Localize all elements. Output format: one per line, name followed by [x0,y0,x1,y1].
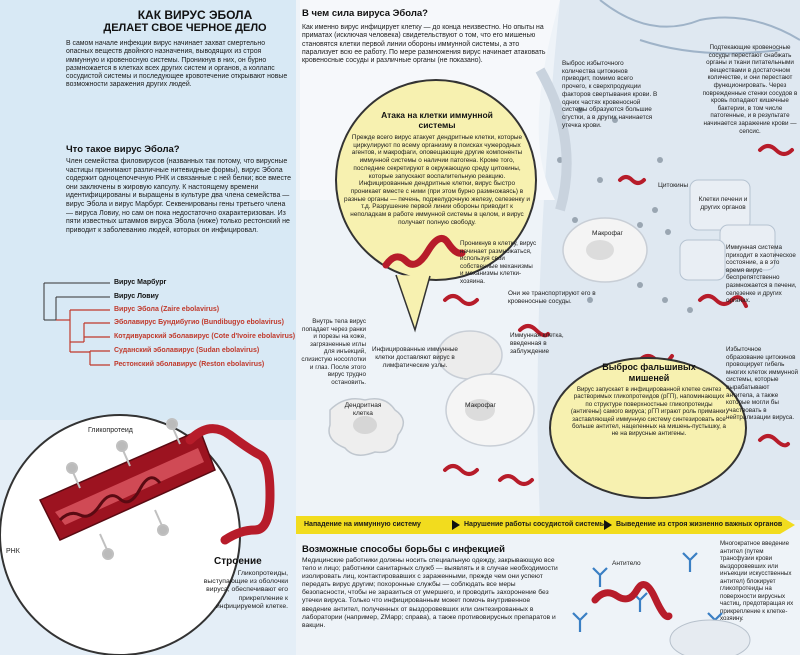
what-text: Член семейства филовирусов (названных так потому, что вирусные частицы принимают различные нитевидные формы), вирус Эбола содержит одноцепочечную РНК и связанные с ней белки; все вместе они заключены в жировую капсулу. К настоящему времени идентифицированы и выращены в культуре два члена семейства — вирус Эбола и вирус Марбург. Секвенированы гены третьего члена — вируса Ловиу, но сам он пока недостаточно охарактеризован. Из пяти известных штаммов вируса Эбола (ниже) только рестонский не приводит к заболеванию людей, которых он инфицировал. [66,158,292,234]
macrophage-label: Макрофаг [465,402,496,409]
decoy-heading: Выброс фальшивых мишеней [602,362,696,383]
transfusion-text: Многократное введение антител (путем трансфузии крови выздоровевших или инъекции искусственных антител) блокирует гликопротеиды на поверхности вирусных частиц, предотвращая их прикрепление к клетке-хозяину. [720,540,794,622]
cytokine-release-text: Выброс избыточного количества цитокинов приводит, помимо всего прочего, к сверхпродукции факторов свертывания крови. В одних частях кровеносной системы образуются большие сгустки, а в других начинается утечка крови. [562,60,658,129]
tree-label-zaire: Вирус Эбола (Zaire ebolavirus) [114,306,220,313]
tree-label-marburg: Вирус Марбург [114,279,167,286]
stage3-label: Выведение из строя жизненно важных органов [616,521,783,528]
main-title-line1: КАК ВИРУС ЭБОЛА [137,8,253,22]
antibody-death-text: Избыточное образование цитокинов провоцирует гибель многих клеток иммунной системы, которые вырабатывают антитела, а также которые могли бы участвовать в нейтрализации вируса. [726,346,799,422]
infected-note: Инфицированные иммунные клетки доставляют вирус в лимфатические узлы. [372,346,458,369]
antibody-label: Антитело [612,560,641,567]
tree-label-sudan: Суданский эболавирус (Sudan ebolavirus) [114,347,260,354]
intro-text: В самом начале инфекции вирус начинает захват смертельно опасных веществ двойного назначения, выводящих из строя иммунную и кровеносную системы. Проникнув в них, он бурно размножается в клетках всех других систем и органов, а коллапс сосудистой системы и последующее кровотечение открывают новые возможности заражения других людей. [66,40,288,89]
penetrate-note: Проникнув в клетку, вирус начинает размножаться, используя свои собственные механизмы и механизмы клетки-хозяина. [460,240,537,285]
entry-note: Внутрь тела вирус попадает через ранки и порезы на коже, загрязненные иглы для инъекций, слизистую носоглотки и глаз. После этого вирус трудно остановить. [301,318,366,386]
host-cells-bottom [670,620,750,655]
organs-text: Иммунная система приходит в хаотическое состояние, а в это время вирус беспрепятственно размножается в печени, селезенке и других органах. [726,244,797,305]
structure-heading: Строение [214,556,262,567]
power-heading: В чем сила вируса Эбола? [302,8,428,19]
macrophage2-label: Макрофаг [592,230,623,237]
stage1-label: Нападение на иммунную систему [304,521,421,528]
tree-label-bundibugyo: Эболавирус Бундибугио (Bundibugyo ebolavirus) [114,319,284,326]
structure-text: Гликопротеиды, выступающие из оболочки вируса, обеспечивают его прикрепление к инфицируемой клетке. [203,570,288,610]
transport-note: Они же транспортируют его в кровеносные сосуды. [508,290,596,305]
macrophage-cell-1 [563,218,647,282]
dendritic-label: Дендритная клетка [344,402,382,417]
cytokines-label: Цитокины [658,182,689,189]
immune-wrong-label: Иммунная клетка, введенная в заблуждение [510,332,564,355]
liver-cells-label: Клетки печени и других органов [698,196,748,211]
fight-text: Медицинские работники должны носить специальную одежду, закрывающую все тело и лицо; работники санитарных служб — выявлять и в случае необходимости изолировать лиц, контактировавших с зараженными, прежде чем они успеют передать вирус другим; похоронные службы — соблюдать все меры безопасности, чтобы не заразиться от умершего, и проводить захоронение без утечки вируса. Только что инфицированным может помочь внутривенное введение антител, полученных от выздоровевших или синтезированных в лаборатории (например, ZMapp; справа), а также противовирусных препаратов и вакцин. [302,557,558,629]
stage2-label: Нарушение работы сосудистой системы [464,521,606,528]
what-heading: Что такое вирус Эбола? [66,144,180,155]
glycoprotein-label: Гликопротеид [88,427,133,434]
tree-label-cotedivoire: Котдивуарский эболавирус (Cote d'Ivoire ebolavirus) [114,333,296,340]
power-text: Как именно вирус инфицирует клетку — до конца неизвестно. Но опыты на приматах (исключая человека) свидетельствуют о том, что его мишенью становятся клетки первой линии обороны иммунной системы, а это парализует всю ее работу. По мере размножения вирус начинает атаковать кровеносные сосуды и различные органы (не показано). [302,24,546,65]
main-title-line2: ДЕЛАЕТ СВОЕ ЧЕРНОЕ ДЕЛО [103,22,267,34]
vessels-text: Подтекающие кровеносные сосуды перестают снабжать органы и ткани питательными веществами в достаточном количестве, и они перестают функционировать. Через поврежденные стенки сосудов в кровь попадают кишечные бактерии, в том числе патогенные, и в результате начинается заражение крови — сепсис. [702,44,798,135]
attack-heading: Атака на клетки иммунной системы [381,110,493,130]
decoy-text: Вирус запускает в инфицированной клетке синтез растворимых гликопротеидов (рГП), напоминающих по структуре поверхностные гликопротеиды (антигены) самого вируса; рГП играют роль приманки, заставляющей иммунную систему синтезировать все больше антител, нацеленных на мишень-пустышку, а не на вирусные антигены. [570,386,728,438]
fight-heading: Возможные способы борьбы с инфекцией [302,544,505,555]
tree-label-reston: Рестонский эболавирус (Reston ebolavirus) [114,361,265,368]
attack-text: Прежде всего вирус атакует дендритные клетки, которые циркулируют по всему организму в поисках чужеродных агентов, и макрофаги, оповещающие другие компоненты иммунной системы о наличии патогена. Кроме того, последние секретируют в окружающую среду цитокины, которые запускают воспалительную реакцию. Инфицированные дендритные клетки, вирус быстро проникает вместе с ними (при этом бурно размножаясь) в разные органы — печень, поджелудочную железу, селезенку и т.д. Разрушение первой линии обороны приводит к неполадкам в работе иммунной системы в целом, и вирус получает полную свободу. [344,134,530,226]
bottom-virus [595,585,669,617]
macrophage-cell-2 [446,374,534,446]
rna-label: РНК [6,548,20,555]
tree-label-lloviu: Вирус Ловиу [114,293,159,300]
